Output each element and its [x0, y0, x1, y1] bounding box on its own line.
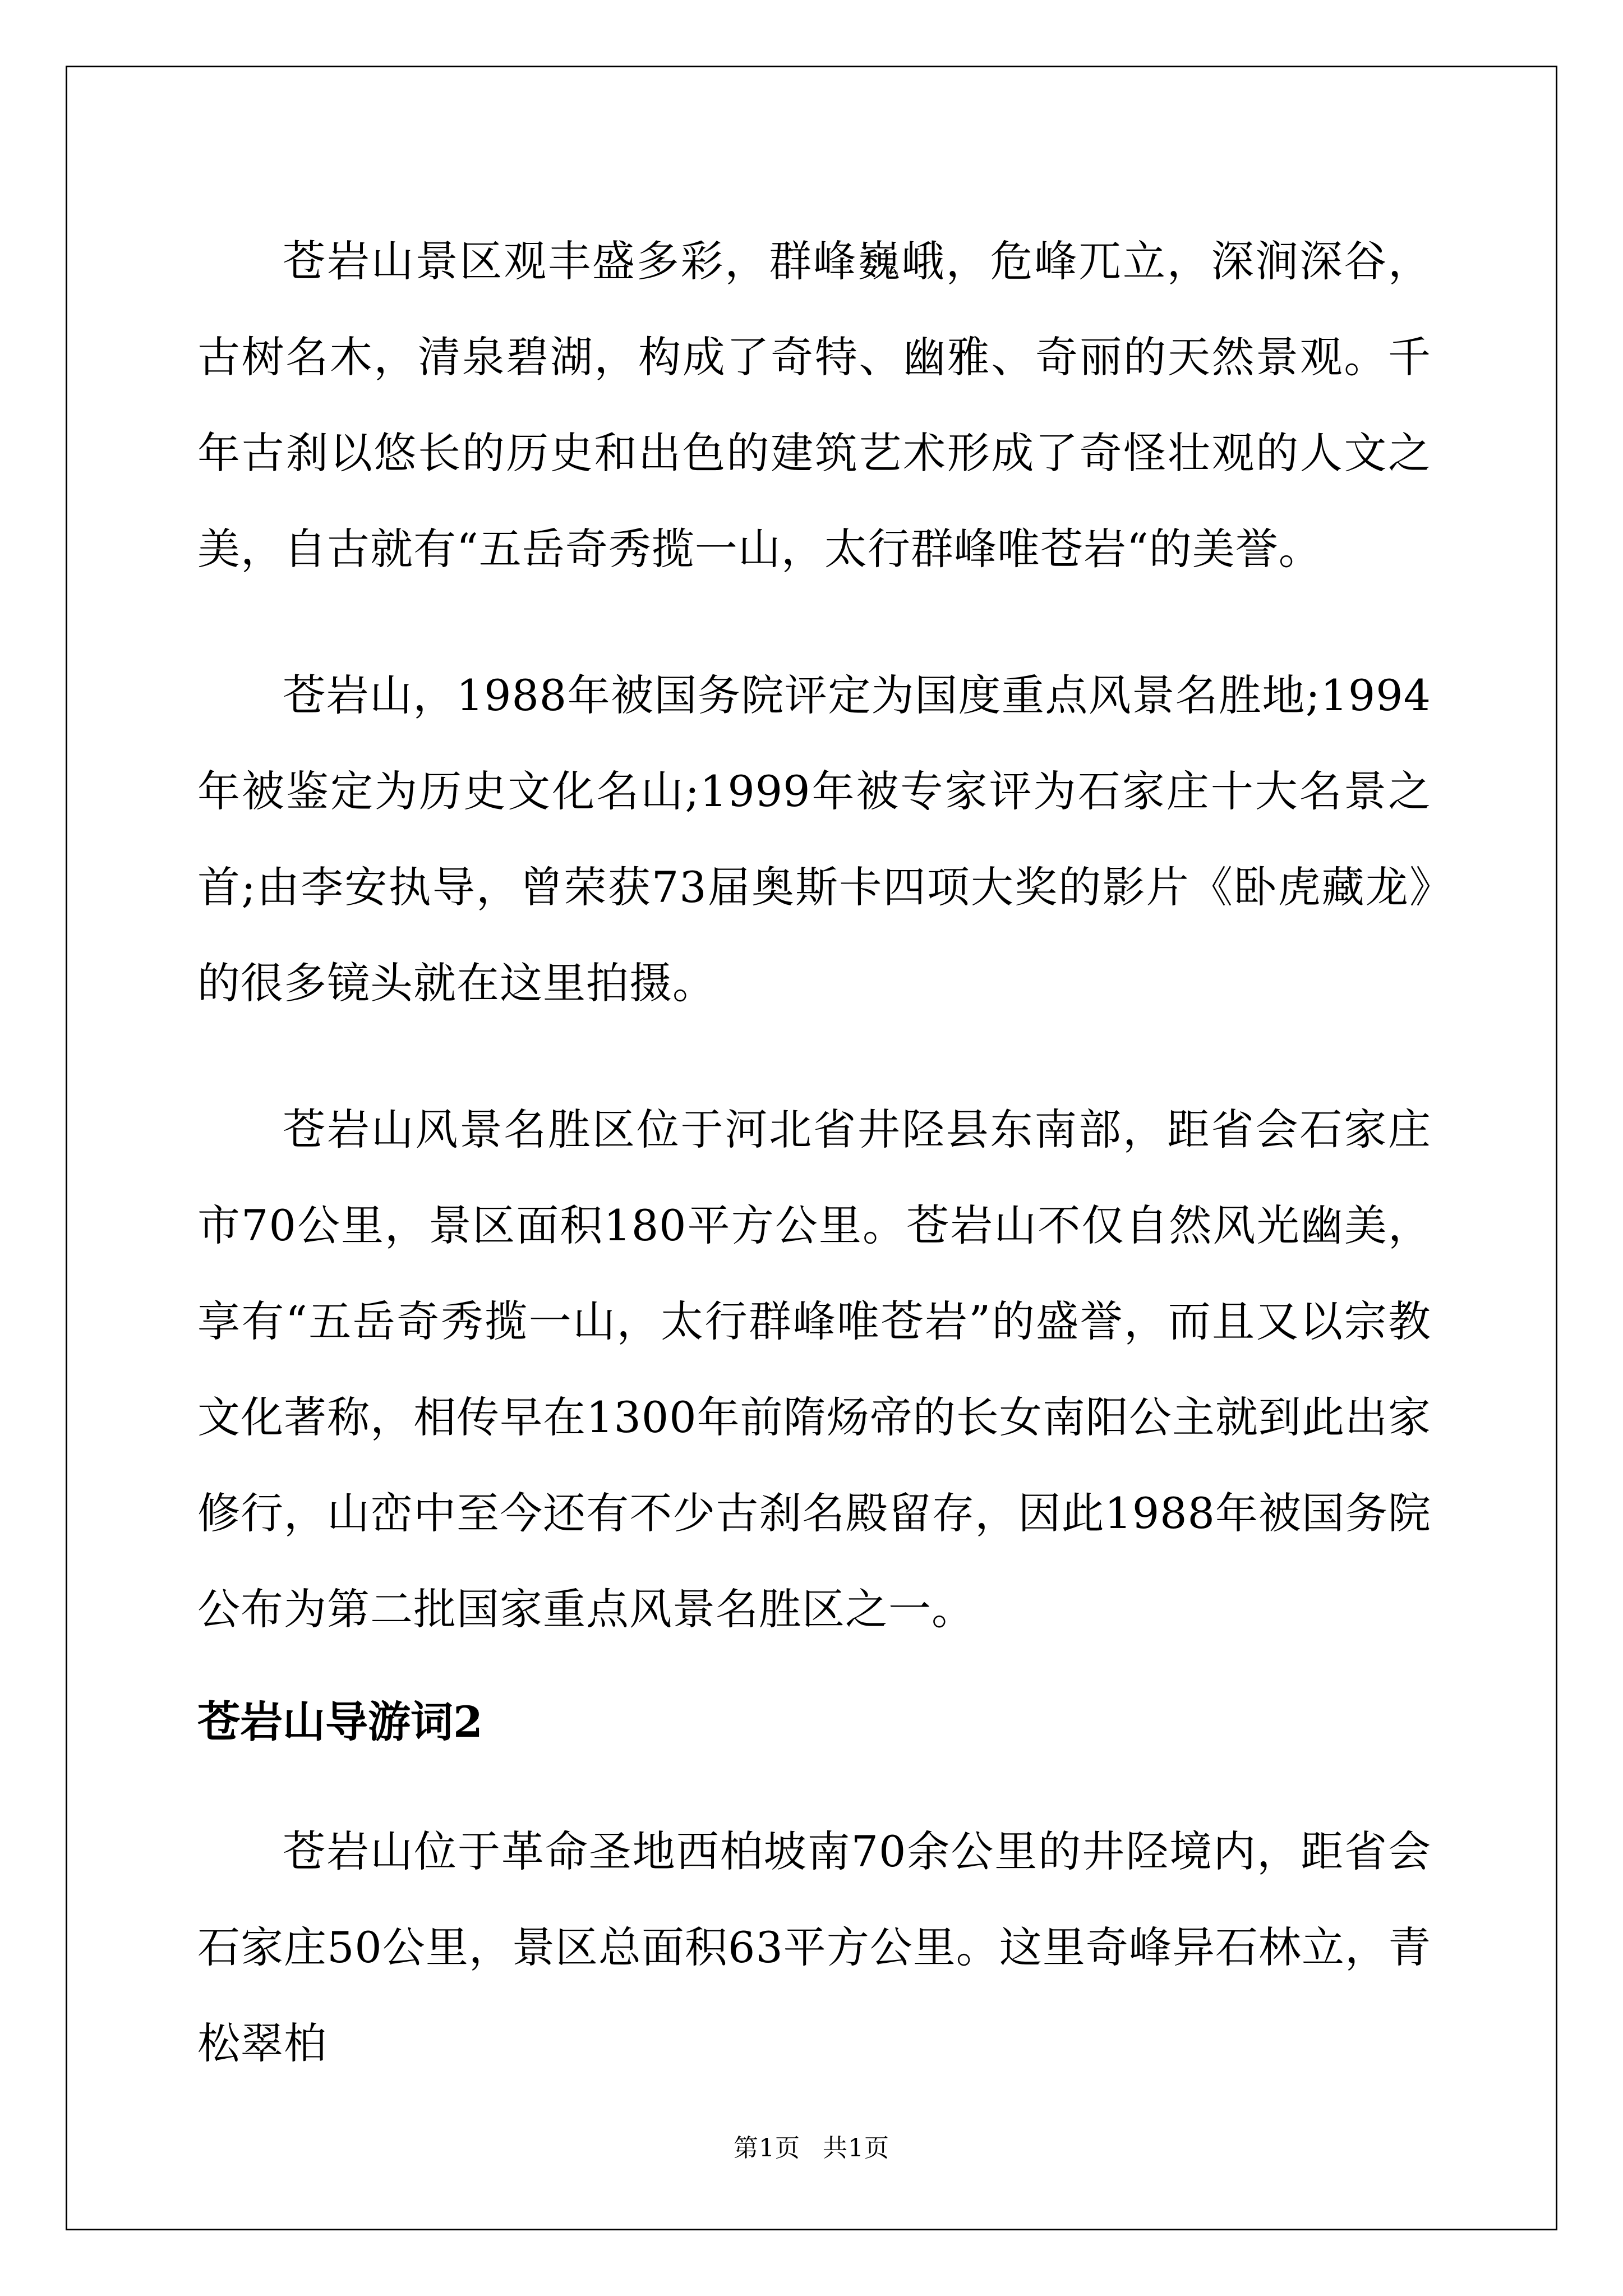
document-body [197, 213, 1431, 2091]
paragraph-1: 苍岩山景区观丰盛多彩，群峰巍峨，危峰兀立，深涧深谷，古树名木，清泉碧湖，构成了奇特、幽雅、奇丽的天然景观。千年古刹以悠长的历史和出色的建筑艺术形成了奇怪壮观的人文之美，自古就有“五岳奇秀揽一山，太行群峰唯苍岩“的美誉。 [197, 236, 1431, 574]
page-total: 共1页 [823, 2134, 889, 2162]
page-footer [0, 2132, 1623, 2165]
section-paragraph: 苍岩山位于革命圣地西柏坡南70余公里的井陉境内，距省会石家庄50公里，景区总面积63平方公里。这里奇峰异石林立，青松翠柏 [197, 1826, 1431, 2068]
page-number: 第1页 [734, 2134, 800, 2162]
paragraph-3: 苍岩山风景名胜区位于河北省井陉县东南部，距省会石家庄市70公里，景区面积180平方公里。苍岩山不仅自然风光幽美，享有“五岳奇秀揽一山，太行群峰唯苍岩”的盛誉，而且又以宗教文化著称，相传早在1300年前隋炀帝的长女南阳公主就到此出家修行，山峦中至今还有不少古刹名殿留存，因此1988年被国务院公布为第二批国家重点风景名胜区之一。 [197, 1105, 1431, 1634]
section-heading: 苍岩山导游词2 [197, 1697, 483, 1747]
paragraph-2: 苍岩山，1988年被国务院评定为国度重点风景名胜地;1994年被鉴定为历史文化名山;1999年被专家评为石家庄十大名景之首;由李安执导，曾荣获73届奥斯卡四项大奖的影片《卧虎藏龙》的很多镜头就在这里拍摄。 [197, 670, 1431, 1008]
